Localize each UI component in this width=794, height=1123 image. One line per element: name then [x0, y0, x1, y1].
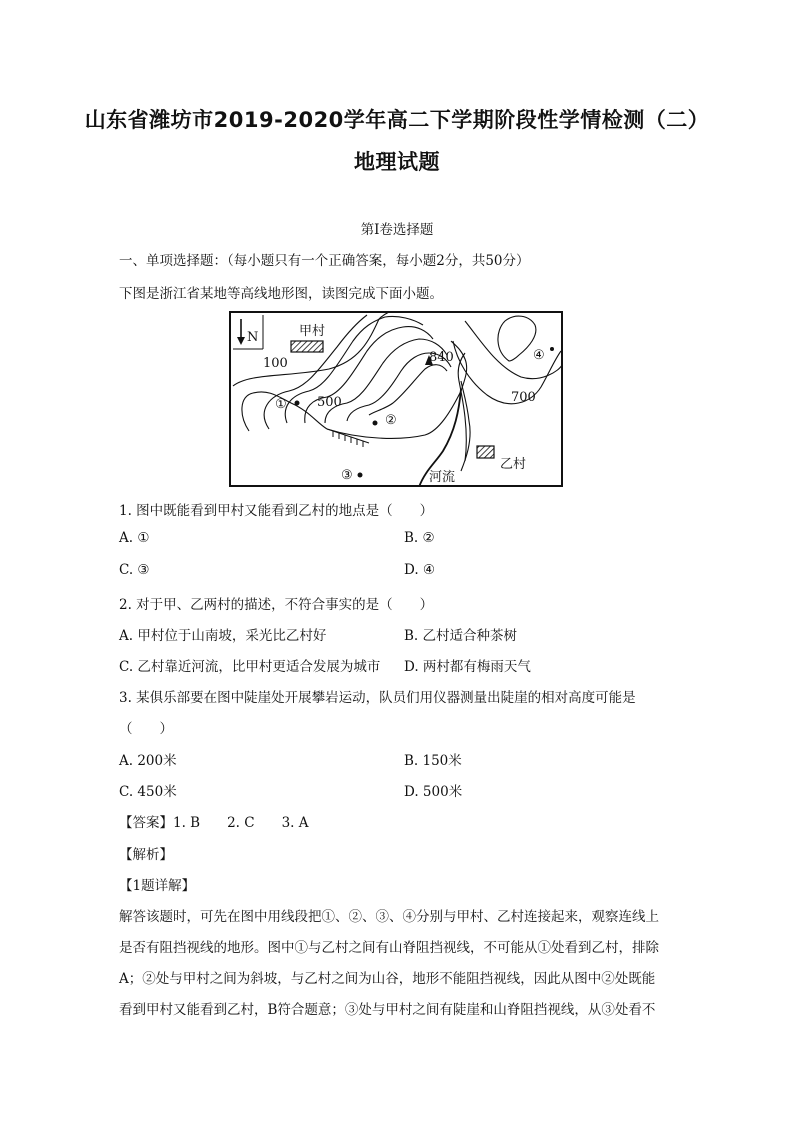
river-label: 河流	[429, 470, 456, 485]
question-2-option-d: D. 两村都有梅雨天气	[404, 659, 531, 675]
question-3-option-d: D. 500米	[404, 784, 463, 800]
point-4-label: ④	[533, 348, 545, 363]
question-1-option-a: A. ①	[119, 530, 150, 546]
analysis-header: 【解析】	[119, 847, 173, 863]
question-3-option-a: A. 200米	[119, 753, 177, 769]
peak-label: 840	[429, 350, 454, 365]
question-2-option-b: B. 乙村适合种茶树	[404, 628, 518, 644]
intro-text: 下图是浙江省某地等高线地形图，读图完成下面小题。	[119, 286, 443, 302]
question-2-option-a: A. 甲村位于山南坡，采光比乙村好	[119, 628, 327, 644]
detail-line: 看到甲村又能看到乙村，B符合题意；③处与甲村之间有陡崖和山脊阻挡视线，从③处看不	[119, 1002, 656, 1018]
question-2-stem: 2. 对于甲、乙两村的描述，不符合事实的是（ ）	[119, 597, 434, 613]
contour-700-label: 700	[511, 390, 536, 405]
answer-line: 【答案】1. B 2. C 3. A	[119, 815, 309, 831]
point-2-label: ②	[385, 413, 397, 428]
detail-header: 【1题详解】	[119, 878, 196, 894]
question-1-option-b: B. ②	[404, 530, 435, 546]
instruction: 一、单项选择题：（每小题只有一个正确答案，每小题2分，共50分）	[119, 253, 530, 269]
section-header: 第I卷选择题	[360, 222, 434, 238]
question-1-stem: 1. 图中既能看到甲村又能看到乙村的地点是（ ）	[119, 503, 434, 519]
question-2-option-c: C. 乙村靠近河流，比甲村更适合发展为城市	[119, 659, 381, 675]
village-jia-label: 甲村	[299, 324, 326, 339]
point-3-label: ③	[341, 468, 353, 483]
question-3-stem-cont: （ ）	[119, 721, 173, 737]
detail-line: 是否有阻挡视线的地形。图中①与乙村之间有山脊阻挡视线，不可能从①处看到乙村，排除	[119, 940, 659, 956]
document-title: 山东省潍坊市2019-2020学年高二下学期阶段性学情检测（二）	[84, 108, 710, 132]
north-label: N	[247, 330, 259, 345]
point-1-label: ①	[275, 397, 287, 412]
question-3-stem: 3. 某俱乐部要在图中陡崖处开展攀岩运动，队员们用仪器测量出陡崖的相对高度可能是	[119, 690, 636, 706]
question-1-option-d: D. ④	[404, 562, 436, 578]
contour-500-label: 500	[317, 395, 342, 410]
contour-100-label: 100	[263, 356, 288, 371]
village-yi-label: 乙村	[500, 457, 527, 472]
question-1-option-c: C. ③	[119, 562, 150, 578]
question-3-option-b: B. 150米	[404, 753, 462, 769]
detail-line: A；②处与甲村之间为斜坡，与乙村之间为山谷，地形不能阻挡视线，因此从图中②处既能	[119, 971, 656, 987]
detail-line: 解答该题时，可先在图中用线段把①、②、③、④分别与甲村、乙村连接起来，观察连线上	[119, 909, 659, 925]
question-3-option-c: C. 450米	[119, 784, 177, 800]
document-subtitle: 地理试题	[354, 150, 440, 174]
contour-map	[229, 311, 563, 487]
